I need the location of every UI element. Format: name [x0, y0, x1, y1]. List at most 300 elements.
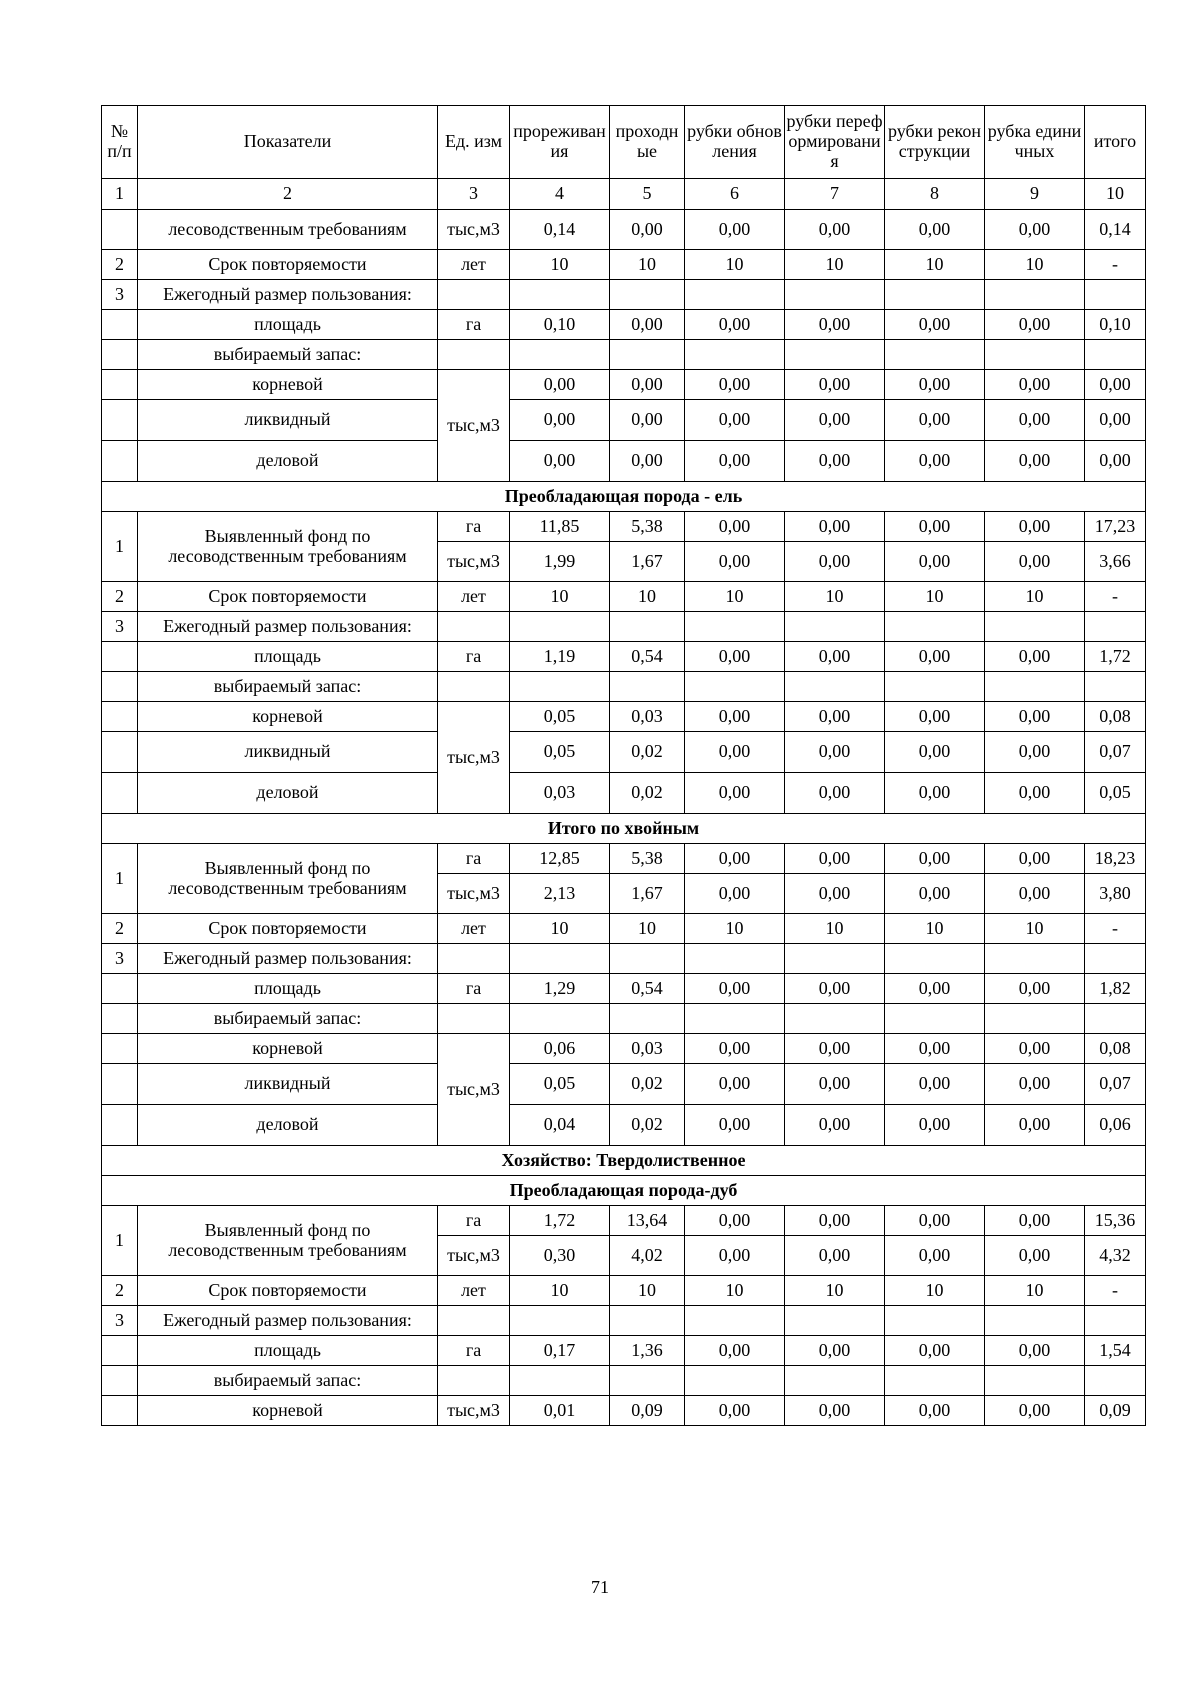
value-cell: 10	[785, 1276, 885, 1306]
empty-cell	[785, 1004, 885, 1034]
value-cell: 0,54	[610, 642, 685, 672]
row-label: выбираемый запас:	[138, 672, 438, 702]
row-label: Ежегодный размер пользования:	[138, 1306, 438, 1336]
empty-cell	[885, 612, 985, 642]
empty-cell	[1085, 672, 1146, 702]
value-cell: 0,00	[985, 310, 1085, 340]
unit-cell: лет	[438, 914, 510, 944]
value-cell: 10	[885, 1276, 985, 1306]
value-cell: 0,00	[785, 874, 885, 914]
empty-cell	[610, 612, 685, 642]
value-cell: 0,00	[510, 370, 610, 400]
table-row	[102, 702, 1146, 732]
unit-cell: тыс,м3	[438, 702, 510, 814]
value-cell: 0,00	[685, 1336, 785, 1366]
empty-cell	[438, 280, 510, 310]
table-row	[102, 1034, 1146, 1064]
value-cell: 0,03	[510, 773, 610, 814]
table-row	[102, 250, 1146, 280]
value-cell: 1,72	[510, 1206, 610, 1236]
row-label: Выявленный фонд по лесоводственным требованиям	[138, 844, 438, 914]
value-cell: 17,23	[1085, 512, 1146, 542]
value-cell: 0,00	[610, 441, 685, 482]
table-row	[102, 210, 1146, 250]
value-cell: 0,00	[685, 1064, 785, 1105]
value-cell: 0,14	[1085, 210, 1146, 250]
value-cell: 0,00	[985, 210, 1085, 250]
empty-cell	[102, 1064, 138, 1105]
value-cell: 0,07	[1085, 732, 1146, 773]
empty-cell	[102, 773, 138, 814]
empty-cell	[610, 944, 685, 974]
empty-cell	[102, 1105, 138, 1146]
empty-cell	[102, 1396, 138, 1426]
value-cell: 1,36	[610, 1336, 685, 1366]
value-cell: 0,00	[785, 1105, 885, 1146]
value-cell: 0,00	[885, 874, 985, 914]
value-cell: 0,00	[685, 732, 785, 773]
value-cell: 0,00	[785, 773, 885, 814]
unit-cell: га	[438, 512, 510, 542]
value-cell: 0,00	[885, 1236, 985, 1276]
row-label: Выявленный фонд по лесоводственным требованиям	[138, 1206, 438, 1276]
empty-cell	[985, 944, 1085, 974]
value-cell: 1,99	[510, 542, 610, 582]
value-cell: 0,10	[510, 310, 610, 340]
value-cell: 0,08	[1085, 1034, 1146, 1064]
empty-cell	[1085, 944, 1146, 974]
empty-cell	[510, 944, 610, 974]
value-cell: 0,00	[510, 400, 610, 441]
value-cell: 12,85	[510, 844, 610, 874]
empty-cell	[885, 340, 985, 370]
table-row	[102, 280, 1146, 310]
empty-cell	[510, 1306, 610, 1336]
table-body	[102, 106, 1146, 1426]
value-cell: 0,00	[785, 844, 885, 874]
table-row	[102, 1336, 1146, 1366]
value-cell: 0,00	[885, 542, 985, 582]
value-cell: 13,64	[610, 1206, 685, 1236]
column-number: 10	[1085, 179, 1146, 210]
empty-cell	[102, 1004, 138, 1034]
value-cell: 3,80	[1085, 874, 1146, 914]
row-label: корневой	[138, 1034, 438, 1064]
table-row	[102, 672, 1146, 702]
value-cell: 0,00	[985, 441, 1085, 482]
value-cell: 5,38	[610, 512, 685, 542]
empty-cell	[610, 672, 685, 702]
value-cell: 0,00	[885, 1064, 985, 1105]
empty-cell	[102, 441, 138, 482]
value-cell: 10	[785, 582, 885, 612]
value-cell: 0,00	[985, 844, 1085, 874]
unit-cell: га	[438, 310, 510, 340]
empty-cell	[510, 340, 610, 370]
value-cell: 10	[610, 914, 685, 944]
row-number: 1	[102, 1206, 138, 1276]
value-cell: 0,00	[685, 1034, 785, 1064]
row-label: Срок повторяемости	[138, 582, 438, 612]
row-label: ликвидный	[138, 1064, 438, 1105]
empty-cell	[685, 944, 785, 974]
value-cell: 0,09	[610, 1396, 685, 1426]
table-row	[102, 944, 1146, 974]
row-label: площадь	[138, 974, 438, 1004]
row-label: площадь	[138, 642, 438, 672]
value-cell: 0,00	[985, 1064, 1085, 1105]
row-label: корневой	[138, 370, 438, 400]
empty-cell	[685, 1004, 785, 1034]
value-cell: 0,00	[885, 732, 985, 773]
row-label: ликвидный	[138, 400, 438, 441]
empty-cell	[510, 1004, 610, 1034]
section-title: Итого по хвойным	[102, 814, 1146, 844]
column-header: Показатели	[138, 106, 438, 179]
row-label: Ежегодный размер пользования:	[138, 280, 438, 310]
table-row	[102, 974, 1146, 1004]
value-cell: 0,00	[685, 1206, 785, 1236]
value-cell: 0,00	[685, 974, 785, 1004]
table-row	[102, 441, 1146, 482]
table-row	[102, 612, 1146, 642]
table-row	[102, 773, 1146, 814]
unit-cell: тыс,м3	[438, 542, 510, 582]
empty-cell	[438, 340, 510, 370]
row-label: Срок повторяемости	[138, 1276, 438, 1306]
value-cell: 0,00	[785, 1236, 885, 1276]
value-cell: 1,72	[1085, 642, 1146, 672]
table-row	[102, 1396, 1146, 1426]
empty-cell	[985, 340, 1085, 370]
column-number: 2	[138, 179, 438, 210]
value-cell: 0,00	[785, 1336, 885, 1366]
empty-cell	[610, 1366, 685, 1396]
value-cell: 10	[985, 914, 1085, 944]
value-cell: 0,00	[785, 542, 885, 582]
value-cell: 3,66	[1085, 542, 1146, 582]
row-number: 2	[102, 582, 138, 612]
empty-cell	[102, 340, 138, 370]
header-row	[102, 106, 1146, 179]
section-title	[102, 814, 1146, 844]
column-number: 9	[985, 179, 1085, 210]
row-number: 3	[102, 1306, 138, 1336]
value-cell: 18,23	[1085, 844, 1146, 874]
empty-cell	[438, 672, 510, 702]
column-header: рубки переформирования	[785, 106, 885, 179]
column-number: 5	[610, 179, 685, 210]
empty-cell	[1085, 1366, 1146, 1396]
empty-cell	[438, 1004, 510, 1034]
empty-cell	[685, 340, 785, 370]
value-cell: 0,00	[985, 370, 1085, 400]
value-cell: 0,00	[885, 773, 985, 814]
value-cell: 10	[685, 914, 785, 944]
value-cell: 10	[610, 582, 685, 612]
page-number: 71	[591, 1577, 609, 1597]
value-cell: 0,04	[510, 1105, 610, 1146]
empty-cell	[510, 280, 610, 310]
value-cell: 4,02	[610, 1236, 685, 1276]
value-cell: -	[1085, 250, 1146, 280]
table-row	[102, 1105, 1146, 1146]
value-cell: 0,05	[510, 1064, 610, 1105]
row-label: ликвидный	[138, 732, 438, 773]
column-header: итого	[1085, 106, 1146, 179]
value-cell: 1,67	[610, 874, 685, 914]
column-header: Ед. изм	[438, 106, 510, 179]
value-cell: 10	[985, 582, 1085, 612]
unit-cell: тыс,м3	[438, 1236, 510, 1276]
row-label: Срок повторяемости	[138, 914, 438, 944]
value-cell: 0,00	[1085, 400, 1146, 441]
value-cell: 0,02	[610, 732, 685, 773]
value-cell: 10	[885, 250, 985, 280]
value-cell: 0,00	[785, 1034, 885, 1064]
empty-cell	[102, 370, 138, 400]
value-cell: 0,00	[985, 773, 1085, 814]
table-row	[102, 844, 1146, 874]
value-cell: 0,00	[785, 512, 885, 542]
value-cell: 0,00	[785, 1396, 885, 1426]
table-row	[102, 1366, 1146, 1396]
row-label: Срок повторяемости	[138, 250, 438, 280]
value-cell: 0,00	[885, 1105, 985, 1146]
value-cell: 0,00	[885, 441, 985, 482]
value-cell: 0,00	[885, 370, 985, 400]
unit-cell: лет	[438, 1276, 510, 1306]
value-cell: 10	[785, 250, 885, 280]
value-cell: 0,02	[610, 1064, 685, 1105]
row-label: лесоводственным требованиям	[138, 210, 438, 250]
row-number: 2	[102, 914, 138, 944]
value-cell: 0,06	[1085, 1105, 1146, 1146]
empty-cell	[102, 1366, 138, 1396]
value-cell: 0,01	[510, 1396, 610, 1426]
empty-cell	[885, 1306, 985, 1336]
empty-cell	[685, 612, 785, 642]
unit-cell: тыс,м3	[438, 370, 510, 482]
empty-cell	[438, 1306, 510, 1336]
empty-cell	[785, 1366, 885, 1396]
value-cell: 0,00	[985, 1206, 1085, 1236]
empty-cell	[1085, 340, 1146, 370]
row-label: площадь	[138, 1336, 438, 1366]
value-cell: 0,00	[1085, 441, 1146, 482]
value-cell: 10	[610, 250, 685, 280]
value-cell: 0,02	[610, 1105, 685, 1146]
value-cell: 0,00	[785, 1064, 885, 1105]
column-header: прореживания	[510, 106, 610, 179]
value-cell: 0,00	[885, 702, 985, 732]
value-cell: 0,00	[610, 310, 685, 340]
row-label: выбираемый запас:	[138, 1366, 438, 1396]
section-title	[102, 1176, 1146, 1206]
unit-cell: га	[438, 844, 510, 874]
empty-cell	[102, 210, 138, 250]
table-row	[102, 732, 1146, 773]
empty-cell	[102, 310, 138, 340]
value-cell: 0,03	[610, 1034, 685, 1064]
value-cell: 0,00	[610, 370, 685, 400]
value-cell: 0,00	[985, 642, 1085, 672]
value-cell: 0,30	[510, 1236, 610, 1276]
empty-cell	[438, 944, 510, 974]
value-cell: 0,00	[685, 642, 785, 672]
row-number: 2	[102, 1276, 138, 1306]
value-cell: 0,14	[510, 210, 610, 250]
value-cell: 5,38	[610, 844, 685, 874]
table-row	[102, 400, 1146, 441]
empty-cell	[985, 672, 1085, 702]
value-cell: 10	[510, 250, 610, 280]
empty-cell	[985, 1366, 1085, 1396]
row-label: корневой	[138, 1396, 438, 1426]
value-cell: 0,00	[685, 370, 785, 400]
column-header: рубка единичных	[985, 106, 1085, 179]
empty-cell	[102, 400, 138, 441]
value-cell: 0,00	[985, 702, 1085, 732]
empty-cell	[102, 1336, 138, 1366]
row-label: Ежегодный размер пользования:	[138, 944, 438, 974]
value-cell: 0,00	[785, 210, 885, 250]
section-title	[102, 482, 1146, 512]
table-row	[102, 1306, 1146, 1336]
empty-cell	[685, 672, 785, 702]
value-cell: 0,05	[510, 732, 610, 773]
row-number: 3	[102, 280, 138, 310]
value-cell: 0,00	[785, 702, 885, 732]
empty-cell	[102, 702, 138, 732]
row-label: деловой	[138, 1105, 438, 1146]
value-cell: 0,54	[610, 974, 685, 1004]
empty-cell	[438, 612, 510, 642]
empty-cell	[985, 280, 1085, 310]
value-cell: 10	[885, 582, 985, 612]
column-number: 3	[438, 179, 510, 210]
value-cell: 0,00	[885, 1396, 985, 1426]
empty-cell	[102, 642, 138, 672]
empty-cell	[885, 672, 985, 702]
value-cell: 0,00	[885, 1206, 985, 1236]
value-cell: 15,36	[1085, 1206, 1146, 1236]
value-cell: -	[1085, 914, 1146, 944]
value-cell: 0,00	[785, 642, 885, 672]
row-label: выбираемый запас:	[138, 340, 438, 370]
forest-use-table	[101, 105, 1146, 1426]
value-cell: 0,00	[985, 974, 1085, 1004]
column-header: рубки обновления	[685, 106, 785, 179]
table-row	[102, 642, 1146, 672]
value-cell: 0,00	[785, 310, 885, 340]
section-title: Преобладающая порода - ель	[102, 482, 1146, 512]
empty-cell	[785, 1306, 885, 1336]
empty-cell	[885, 280, 985, 310]
empty-cell	[985, 612, 1085, 642]
empty-cell	[610, 1004, 685, 1034]
value-cell: 0,00	[610, 210, 685, 250]
unit-cell: тыс,м3	[438, 1034, 510, 1146]
empty-cell	[438, 1366, 510, 1396]
empty-cell	[102, 1034, 138, 1064]
row-label: корневой	[138, 702, 438, 732]
value-cell: 0,00	[885, 310, 985, 340]
row-label: Выявленный фонд по лесоводственным требованиям	[138, 512, 438, 582]
farm-title: Хозяйство: Твердолиственное	[102, 1146, 1146, 1176]
value-cell: 0,00	[885, 974, 985, 1004]
column-number: 6	[685, 179, 785, 210]
section-title: Преобладающая порода-дуб	[102, 1176, 1146, 1206]
value-cell: 4,32	[1085, 1236, 1146, 1276]
row-label: деловой	[138, 773, 438, 814]
value-cell: 0,00	[685, 441, 785, 482]
row-label: Ежегодный размер пользования:	[138, 612, 438, 642]
value-cell: 10	[885, 914, 985, 944]
value-cell: 10	[510, 914, 610, 944]
value-cell: 10	[985, 250, 1085, 280]
empty-cell	[985, 1004, 1085, 1034]
value-cell: 10	[685, 582, 785, 612]
value-cell: 10	[685, 250, 785, 280]
empty-cell	[102, 672, 138, 702]
value-cell: 0,10	[1085, 310, 1146, 340]
value-cell: 1,67	[610, 542, 685, 582]
value-cell: 0,17	[510, 1336, 610, 1366]
value-cell: 0,00	[685, 1236, 785, 1276]
unit-cell: тыс,м3	[438, 874, 510, 914]
value-cell: 0,00	[885, 642, 985, 672]
column-number: 1	[102, 179, 138, 210]
value-cell: 0,00	[785, 974, 885, 1004]
unit-cell: тыс,м3	[438, 210, 510, 250]
table-row	[102, 310, 1146, 340]
value-cell: -	[1085, 582, 1146, 612]
empty-cell	[685, 1306, 785, 1336]
table-row	[102, 1276, 1146, 1306]
value-cell: 0,00	[985, 512, 1085, 542]
value-cell: 10	[985, 1276, 1085, 1306]
empty-cell	[885, 944, 985, 974]
empty-cell	[685, 280, 785, 310]
unit-cell: га	[438, 974, 510, 1004]
unit-cell: га	[438, 1336, 510, 1366]
empty-cell	[1085, 612, 1146, 642]
table-row	[102, 1064, 1146, 1105]
value-cell: 0,06	[510, 1034, 610, 1064]
value-cell: 0,00	[685, 210, 785, 250]
empty-cell	[610, 280, 685, 310]
empty-cell	[510, 1366, 610, 1396]
value-cell: 10	[685, 1276, 785, 1306]
value-cell: 0,00	[685, 1105, 785, 1146]
value-cell: 0,00	[685, 702, 785, 732]
empty-cell	[102, 974, 138, 1004]
empty-cell	[985, 1306, 1085, 1336]
unit-cell: тыс,м3	[438, 1396, 510, 1426]
empty-cell	[785, 280, 885, 310]
empty-cell	[1085, 1004, 1146, 1034]
value-cell: 0,00	[685, 1396, 785, 1426]
column-number: 8	[885, 179, 985, 210]
table-row	[102, 340, 1146, 370]
value-cell: 0,00	[1085, 370, 1146, 400]
empty-cell	[685, 1366, 785, 1396]
value-cell: 1,54	[1085, 1336, 1146, 1366]
empty-cell	[1085, 1306, 1146, 1336]
value-cell: 0,00	[985, 1105, 1085, 1146]
value-cell: 1,29	[510, 974, 610, 1004]
